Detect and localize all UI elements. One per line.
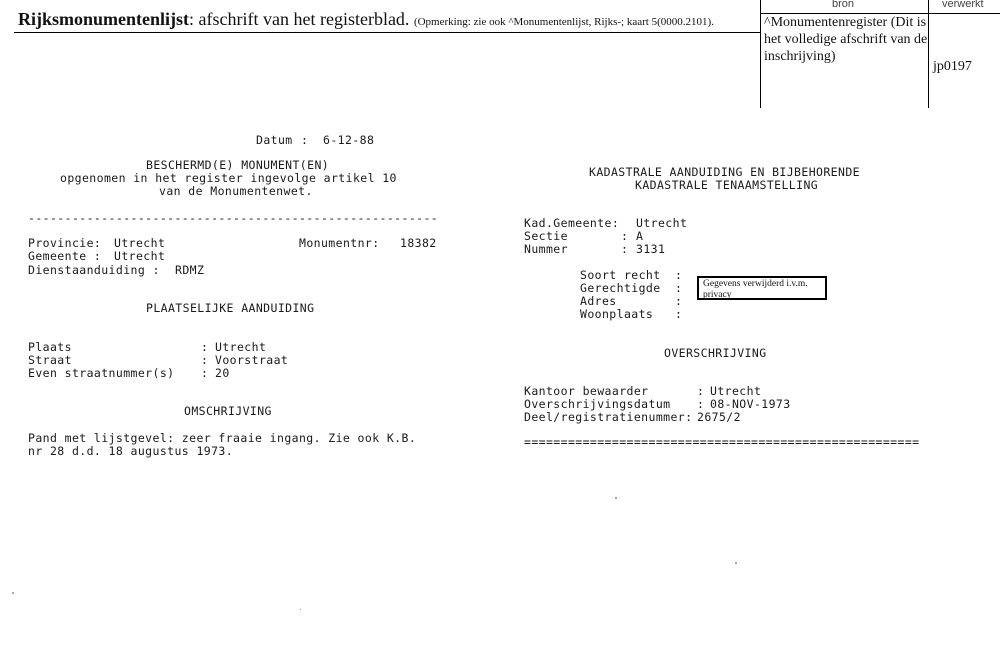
dashed-separator: -------------------------------------------------------- <box>28 211 439 225</box>
title-rest: : afschrift van het registerblad. <box>189 9 410 29</box>
datum-label: Datum <box>256 133 293 147</box>
straat-value: Voorstraat <box>215 353 289 367</box>
soort-recht-label: Soort recht <box>580 268 661 282</box>
monumentnr-label: Monumentnr: <box>299 236 380 250</box>
overschrijvingsdatum-label: Overschrijvingsdatum <box>524 397 671 411</box>
kantoor-bewaarder-value: Utrecht <box>710 384 762 398</box>
table-divider-middle <box>928 0 929 108</box>
deel-registratienummer-label: Deel/registratienummer: <box>524 410 693 424</box>
scan-speck <box>735 562 737 564</box>
verwerkt-code: jp0197 <box>933 59 972 74</box>
nummer-label: Nummer <box>524 242 568 256</box>
gemeente-value: Utrecht <box>114 249 166 263</box>
adres-label: Adres <box>580 294 617 308</box>
kantoor-bewaarder-label: Kantoor bewaarder <box>524 384 649 398</box>
title-note: (Opmerking: zie ook ^Monumentenlijst, Rijks-; kaart 5(0000.2101). <box>413 16 714 28</box>
scan-speck <box>12 592 14 594</box>
kad-gemeente-label: Kad.Gemeente: <box>524 216 620 230</box>
even-straatnummers-value: 20 <box>215 366 230 380</box>
equals-separator: ====================================================== <box>524 435 920 449</box>
kadastrale-heading-2: KADASTRALE TENAAMSTELLING <box>635 178 819 192</box>
straat-label: Straat <box>28 353 72 367</box>
dienstaanduiding-value: RDMZ <box>175 263 205 277</box>
column-header-bron: bron <box>832 0 855 10</box>
deel-registratienummer-value: 2675/2 <box>697 410 741 424</box>
overschrijving-heading: OVERSCHRIJVING <box>664 346 767 360</box>
title-bold: Rijksmonumentenlijst <box>18 9 190 29</box>
sectie-label: Sectie <box>524 229 568 243</box>
datum-value: 6-12-88 <box>323 133 375 147</box>
plaatselijke-heading: PLAATSELIJKE AANDUIDING <box>146 301 315 315</box>
provincie-label: Provincie: <box>28 236 102 250</box>
even-straatnummers-label: Even straatnummer(s) <box>28 366 175 380</box>
kad-gemeente-value: Utrecht <box>636 216 688 230</box>
heading-opgenomen: opgenomen in het register ingevolge artikel 10 <box>60 171 397 185</box>
column-header-verwerkt: verwerkt <box>942 0 984 10</box>
header-rule <box>14 32 760 33</box>
privacy-redaction-box: Gegevens verwijderd i.v.m. privacy <box>697 276 827 300</box>
monumentnr-value: 18382 <box>400 236 437 250</box>
omschrijving-line-2: nr 28 d.d. 18 augustus 1973. <box>28 444 234 458</box>
sectie-value: A <box>636 229 644 243</box>
heading-monumentenwet: van de Monumentenwet. <box>159 184 313 198</box>
omschrijving-heading: OMSCHRIJVING <box>184 404 272 418</box>
document-title <box>18 9 714 30</box>
heading-beschermd: BESCHERMD(E) MONUMENT(EN) <box>146 158 330 172</box>
woonplaats-label: Woonplaats <box>580 307 654 321</box>
dienstaanduiding-label: Dienstaanduiding : <box>28 263 160 277</box>
provincie-value: Utrecht <box>114 236 166 250</box>
bron-text: ^Monumentenregister (Dit is het volledige afschrift van de inschrijving) <box>764 15 928 64</box>
overschrijvingsdatum-value: 08-NOV-1973 <box>710 397 791 411</box>
table-divider-left <box>760 0 761 108</box>
kadastrale-heading-1: KADASTRALE AANDUIDING EN BIJBEHORENDE <box>589 165 860 179</box>
omschrijving-line-1: Pand met lijstgevel: zeer fraaie ingang. Zie ook K.B. <box>28 431 417 445</box>
scan-speck <box>615 497 617 499</box>
gerechtigde-label: Gerechtigde <box>580 281 661 295</box>
plaats-value: Utrecht <box>215 340 267 354</box>
scan-speck <box>300 609 301 610</box>
nummer-value: 3131 <box>636 242 666 256</box>
plaats-label: Plaats <box>28 340 72 354</box>
gemeente-label: Gemeente : <box>28 249 102 263</box>
